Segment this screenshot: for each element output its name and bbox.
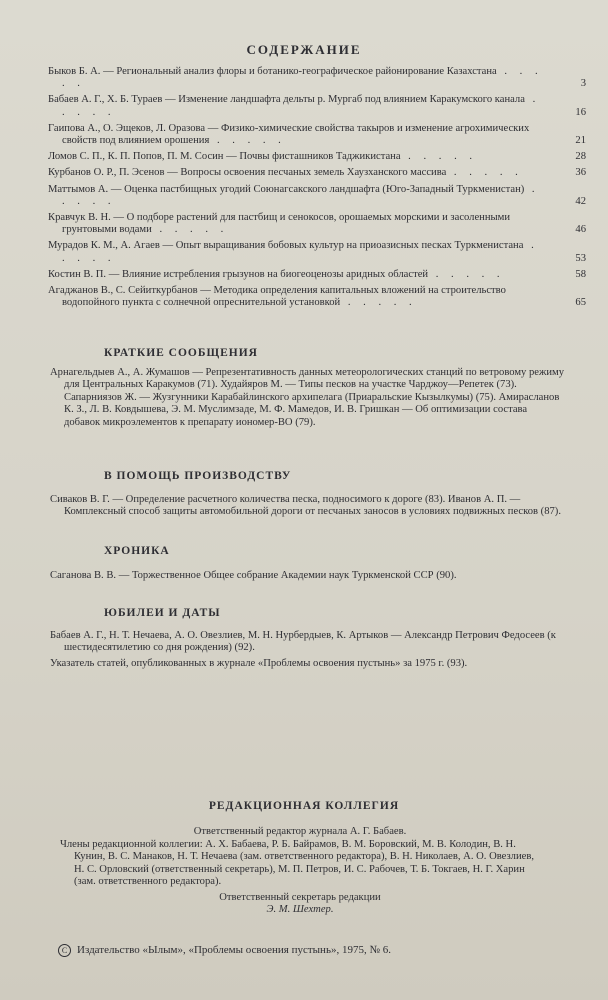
section-paragraph: Указатель статей, опубликованных в журнале «Проблемы освоения пустынь» за 1975 г. (93). [50, 657, 468, 669]
toc-entry [48, 269, 586, 281]
toc-page-number: 21 [575, 135, 586, 147]
leader-dots: . . . . . [62, 94, 541, 118]
section-brief-reports [50, 367, 564, 432]
toc-entry [48, 66, 586, 90]
toc-entry [48, 285, 586, 309]
toc-entry-text: Курбанов О. Р., П. Эсенов — Вопросы освоения песчаных земель Хаузханского массива [48, 167, 447, 179]
toc-entry [48, 123, 586, 147]
toc-entry-text: Агаджанов В., С. Сейиткурбанов — Методика определения капитальных вложений на строительство водопойного пункта с солнечной опреснительной установкой [48, 285, 506, 309]
toc-entry [48, 212, 586, 236]
toc-page-number: 28 [575, 151, 586, 163]
leader-dots: . . . . . [151, 224, 229, 236]
leader-dots: . . . . . [209, 135, 286, 147]
toc-entry-text: Костин В. П. — Влияние истребления грызунов на биогеоценозы аридных областей [48, 268, 429, 280]
toc-entry [48, 151, 586, 163]
copyright-text: Издательство «Ылым», «Проблемы освоения пустынь», 1975, № 6. [77, 944, 391, 957]
secretary-name: Э. М. Шехтер. [266, 904, 334, 916]
editorial-board [60, 826, 540, 916]
toc-entry-text: Мурадов К. М., А. Агаев — Опыт выращивания бобовых культур на приоазисных песках Туркменистана [48, 240, 524, 252]
section-title-brief-reports: КРАТКИЕ СООБЩЕНИЯ [104, 347, 258, 359]
leader-dots: . . . . . [400, 151, 478, 163]
section-title-chronicle: ХРОНИКА [104, 545, 170, 557]
leader-dots: . . . . . [446, 167, 523, 179]
section-production-help [50, 494, 564, 522]
toc-entry [48, 240, 586, 264]
toc-page-number: 58 [575, 268, 586, 280]
toc-page-number: 36 [575, 167, 586, 179]
leader-dots: . . . . . [62, 66, 543, 90]
leader-dots: . . . . . [428, 268, 505, 280]
table-of-contents [48, 66, 586, 313]
toc-entry [48, 94, 586, 118]
contents-title: СОДЕРЖАНИЕ [246, 42, 362, 57]
leader-dots: . . . . . [62, 183, 540, 207]
toc-entry-text: Кравчук В. Н. — О подборе растений для пастбищ и сенокосов, орошаемых морскими и засоленными грунтовыми водами [48, 212, 510, 236]
toc-page-number: 46 [575, 224, 586, 236]
section-paragraph: Бабаев А. Г., Н. Т. Нечаева, А. О. Овезлиев, М. Н. Нурбердыев, К. Артыков — Александр Петрович Федосеев (к шестидесятилетию со дня рождения) (92). [50, 630, 556, 654]
toc-page-number: 42 [575, 195, 586, 207]
section-title-anniversaries: ЮБИЛЕИ И ДАТЫ [104, 607, 221, 619]
toc-entry-text: Маттымов А. — Оценка пастбищных угодий Союнагсакского ландшафта (Юго-Западный Туркменистан) [48, 183, 525, 195]
section-anniversaries [50, 630, 564, 673]
leader-dots: . . . . . [340, 297, 417, 309]
board-members: Члены редакционной коллегии: А. Х. Бабаева, Р. Б. Байрамов, В. М. Боровский, М. В. Колодин, В. Н. Кунин, В. С. Манаков, Н. Т. Нечаева (зам. ответственного редактора), В. Н. Николаев, А. О. Овезлиев, Н. С. Орловский (ответственный секретарь), М. П. Петров, И. С. Рабочев, Т. Б. Токгаев, Н. Г. Харин (зам. ответственного редактора). [60, 839, 534, 887]
secretary-label: Ответственный секретарь редакции [219, 892, 381, 904]
editorial-board-title: РЕДАКЦИОННАЯ КОЛЛЕГИЯ [208, 800, 400, 812]
toc-entry-text: Бабаев А. Г., Х. Б. Тураев — Изменение ландшафта дельты р. Мургаб под влиянием Каракумского канала [48, 94, 525, 106]
section-paragraph: Сиваков В. Г. — Определение расчетного количества песка, подносимого к дороге (83). Иванов А. П. — Комплексный способ защиты автомобильной дороги от песчаных заносов в условиях подвижных песков (87). [50, 494, 561, 518]
section-title-production-help: В ПОМОЩЬ ПРОИЗВОДСТВУ [104, 470, 292, 482]
chief-editor: Ответственный редактор журнала А. Г. Бабаев. [193, 826, 407, 837]
toc-entry [48, 184, 586, 208]
section-paragraph: Саганова В. В. — Торжественное Общее собрание Академии наук Туркменской ССР (90). [50, 570, 457, 581]
section-paragraph: Арнагельдыев А., А. Жумашов — Репрезентативность данных метеорологических станций по ветровому режиму для Центральных Каракумов (71). Худайяров М. — Типы песков на участке Чарджоу—Репетек (73). Сапарниязов Ж. — Жузгунники Карабайлинского архипелага (Приаральские Кызылкумы) (75). Амирасланов К. З., Л. В. Ковдышева, Э. М. Муслимзаде, М. Ф. Мамедов, И. В. Гришкан — Об оптимизации состава добавок микроэлементов к препарату иономер-ВО (79). [50, 367, 564, 428]
toc-page-number: 65 [575, 297, 586, 309]
toc-entry-text: Быков Б. А. — Региональный анализ флоры и ботанико-географическое районирование Казахстана [48, 66, 497, 77]
section-chronicle [50, 570, 564, 585]
toc-entry-text: Гаипова А., О. Эщеков, Л. Оразова — Физико-химические свойства такыров и изменение агрохимических свойств под влиянием орошения [48, 122, 530, 147]
copyright-line [58, 944, 391, 957]
toc-entry-text: Ломов С. П., К. П. Попов, П. М. Сосин — Почвы фисташников Таджикистана [48, 151, 401, 163]
copyright-icon: С [58, 944, 71, 957]
toc-page-number: 16 [575, 106, 586, 118]
toc-page-number: 3 [580, 78, 586, 90]
toc-page-number: 53 [575, 252, 586, 264]
toc-entry [48, 167, 586, 179]
leader-dots: . . . . . [62, 240, 539, 264]
